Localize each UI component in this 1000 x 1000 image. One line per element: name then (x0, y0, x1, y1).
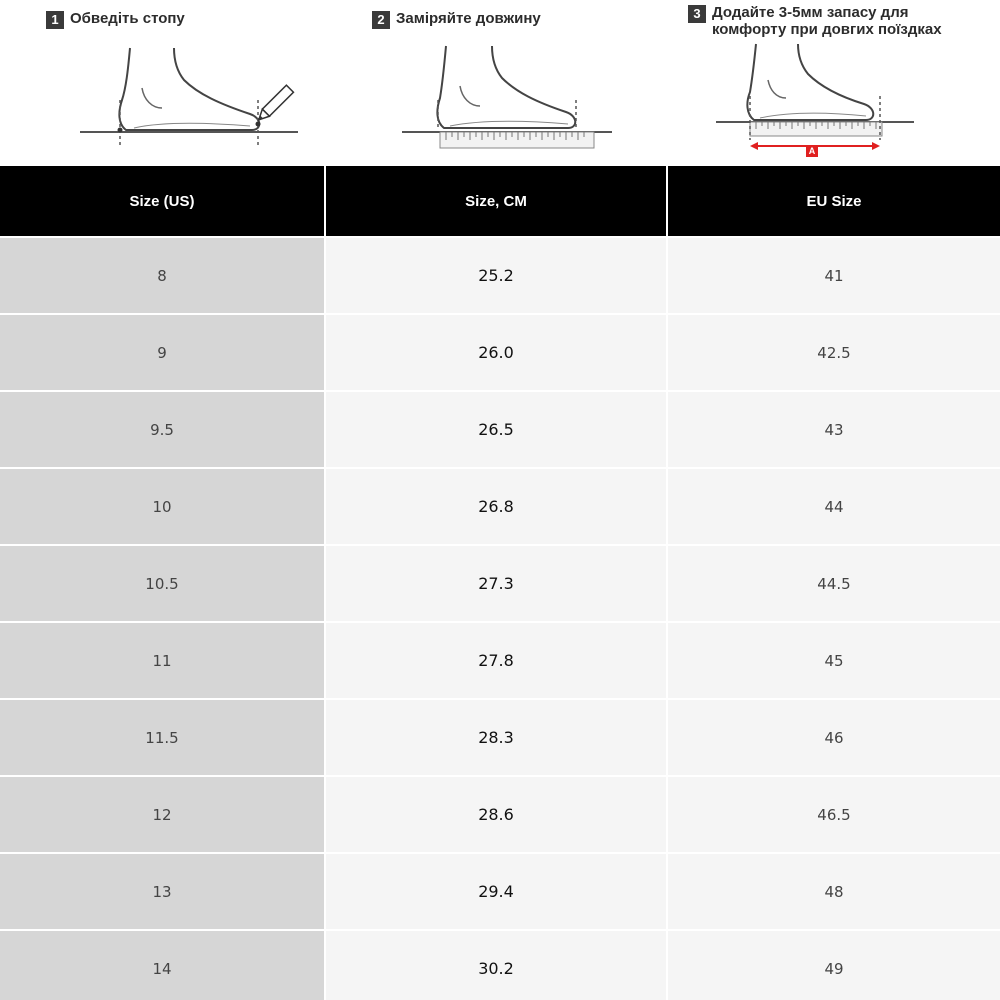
cell-eu-size: 44 (668, 467, 1000, 544)
table-row (0, 467, 1000, 544)
cell-size-us: 14 (0, 929, 326, 1000)
cell-size-cm: 29.4 (326, 852, 668, 929)
table-header-row (0, 166, 1000, 236)
cell-eu-size: 43 (668, 390, 1000, 467)
cell-size-cm: 26.0 (326, 313, 668, 390)
cell-eu-size: 45 (668, 621, 1000, 698)
step-2 (330, 0, 670, 166)
table-row (0, 929, 1000, 1000)
cell-eu-size: 42.5 (668, 313, 1000, 390)
table-row (0, 236, 1000, 313)
step-3-text-line-2: комфорту при довгих поїздках (712, 21, 942, 38)
table-row (0, 852, 1000, 929)
cell-size-cm: 28.3 (326, 698, 668, 775)
cell-size-us: 13 (0, 852, 326, 929)
cell-size-us: 11 (0, 621, 326, 698)
cell-size-cm: 27.3 (326, 544, 668, 621)
step-3-text-line-1: Додайте 3-5мм запасу для (712, 4, 909, 21)
cell-eu-size: 46 (668, 698, 1000, 775)
cell-size-us: 11.5 (0, 698, 326, 775)
cell-size-cm: 26.8 (326, 467, 668, 544)
cell-eu-size: 48 (668, 852, 1000, 929)
step-number-badge: 2 (372, 11, 390, 29)
header-size-cm: Size, CM (326, 166, 668, 236)
cell-size-us: 12 (0, 775, 326, 852)
cell-eu-size: 41 (668, 236, 1000, 313)
cell-size-us: 8 (0, 236, 326, 313)
step-1-text: Обведіть стопу (70, 10, 185, 27)
table-row (0, 313, 1000, 390)
cell-size-us: 9.5 (0, 390, 326, 467)
step-number-badge: 1 (46, 11, 64, 29)
table-row (0, 544, 1000, 621)
table-row (0, 698, 1000, 775)
cell-size-us: 9 (0, 313, 326, 390)
cell-size-cm: 28.6 (326, 775, 668, 852)
cell-size-cm: 25.2 (326, 236, 668, 313)
cell-size-cm: 26.5 (326, 390, 668, 467)
cell-eu-size: 44.5 (668, 544, 1000, 621)
table-row (0, 775, 1000, 852)
step-3-heading (688, 4, 942, 38)
cell-size-cm: 27.8 (326, 621, 668, 698)
step-number-badge: 3 (688, 5, 706, 23)
header-eu-size: EU Size (668, 166, 1000, 236)
step-1-heading (46, 10, 185, 29)
step-2-heading (372, 10, 541, 29)
step-3 (670, 0, 1000, 166)
cell-size-us: 10.5 (0, 544, 326, 621)
cell-eu-size: 46.5 (668, 775, 1000, 852)
step-1 (0, 0, 330, 166)
cell-eu-size: 49 (668, 929, 1000, 1000)
header-size-us: Size (US) (0, 166, 326, 236)
cell-size-us: 10 (0, 467, 326, 544)
table-row (0, 390, 1000, 467)
cell-size-cm: 30.2 (326, 929, 668, 1000)
step-2-text: Заміряйте довжину (396, 10, 541, 27)
margin-marker: A (808, 146, 816, 156)
table-row (0, 621, 1000, 698)
measurement-instructions (0, 0, 1000, 166)
size-table (0, 166, 1000, 1000)
